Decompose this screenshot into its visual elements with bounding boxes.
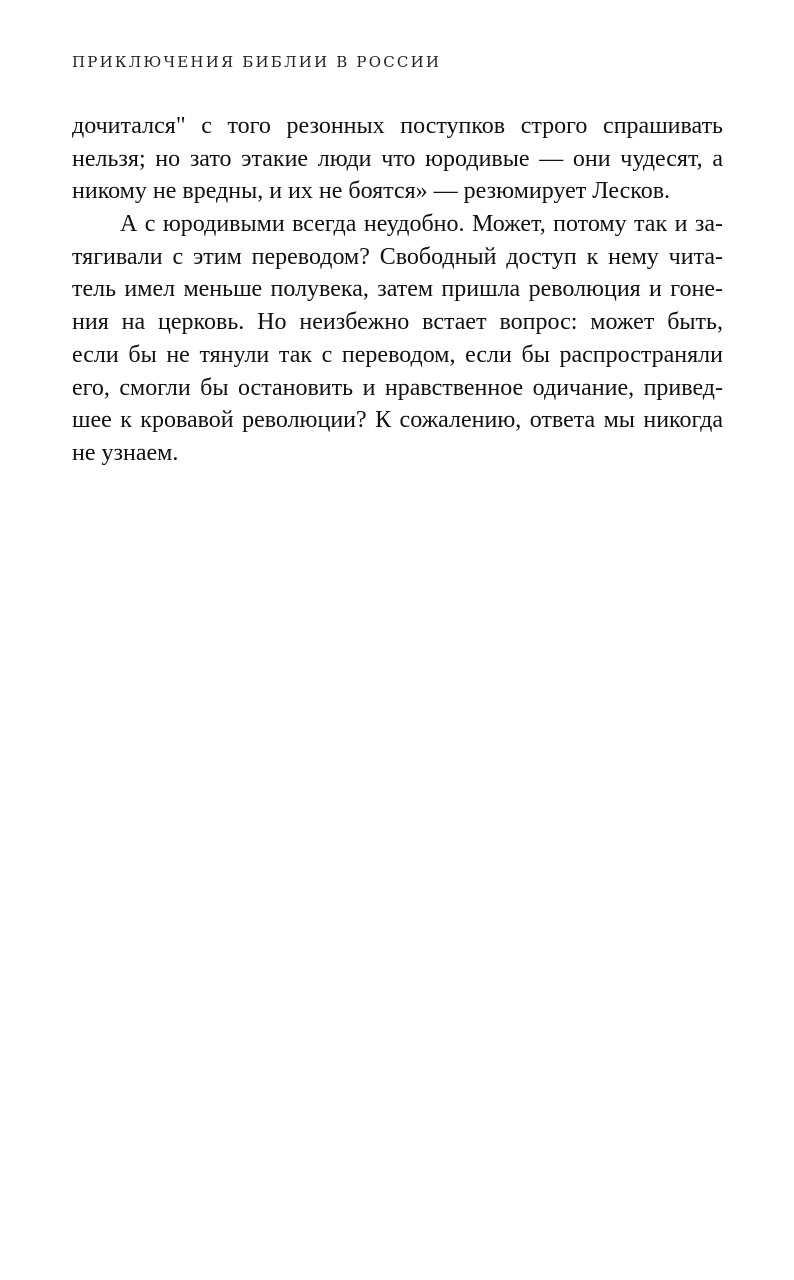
text-line: тягивали с этим переводом? Свободный доступ к нему чита- (72, 243, 723, 270)
text-line: никому не вредны, и их не боятся» — резюмирует Лесков. (72, 178, 671, 205)
paragraph-1 (72, 110, 723, 208)
text-line: тель имел меньше полувека, затем пришла революция и гоне- (72, 276, 723, 303)
text-line: дочитался" с того резонных поступков строго спрашивать (72, 113, 723, 139)
text-line: А с юродивыми всегда неудобно. Может, потому так и за- (120, 211, 723, 238)
text-line: не узнаем. (72, 439, 179, 466)
text-line: ния на церковь. Но неизбежно встает вопрос: может быть, (72, 309, 723, 336)
text-line: шее к кровавой революции? К сожалению, ответа мы никогда (72, 407, 723, 434)
text-line: если бы не тянули так с переводом, если бы распространяли (72, 341, 723, 368)
body-text (72, 110, 723, 470)
paragraph-2 (72, 208, 723, 470)
text-line: нельзя; но зато этакие люди что юродивые — они чудесят, а (72, 145, 723, 172)
text-line: его, смогли бы остановить и нравственное одичание, привед- (72, 374, 723, 401)
running-head: ПРИКЛЮЧЕНИЯ БИБЛИИ В РОССИИ (72, 53, 442, 71)
